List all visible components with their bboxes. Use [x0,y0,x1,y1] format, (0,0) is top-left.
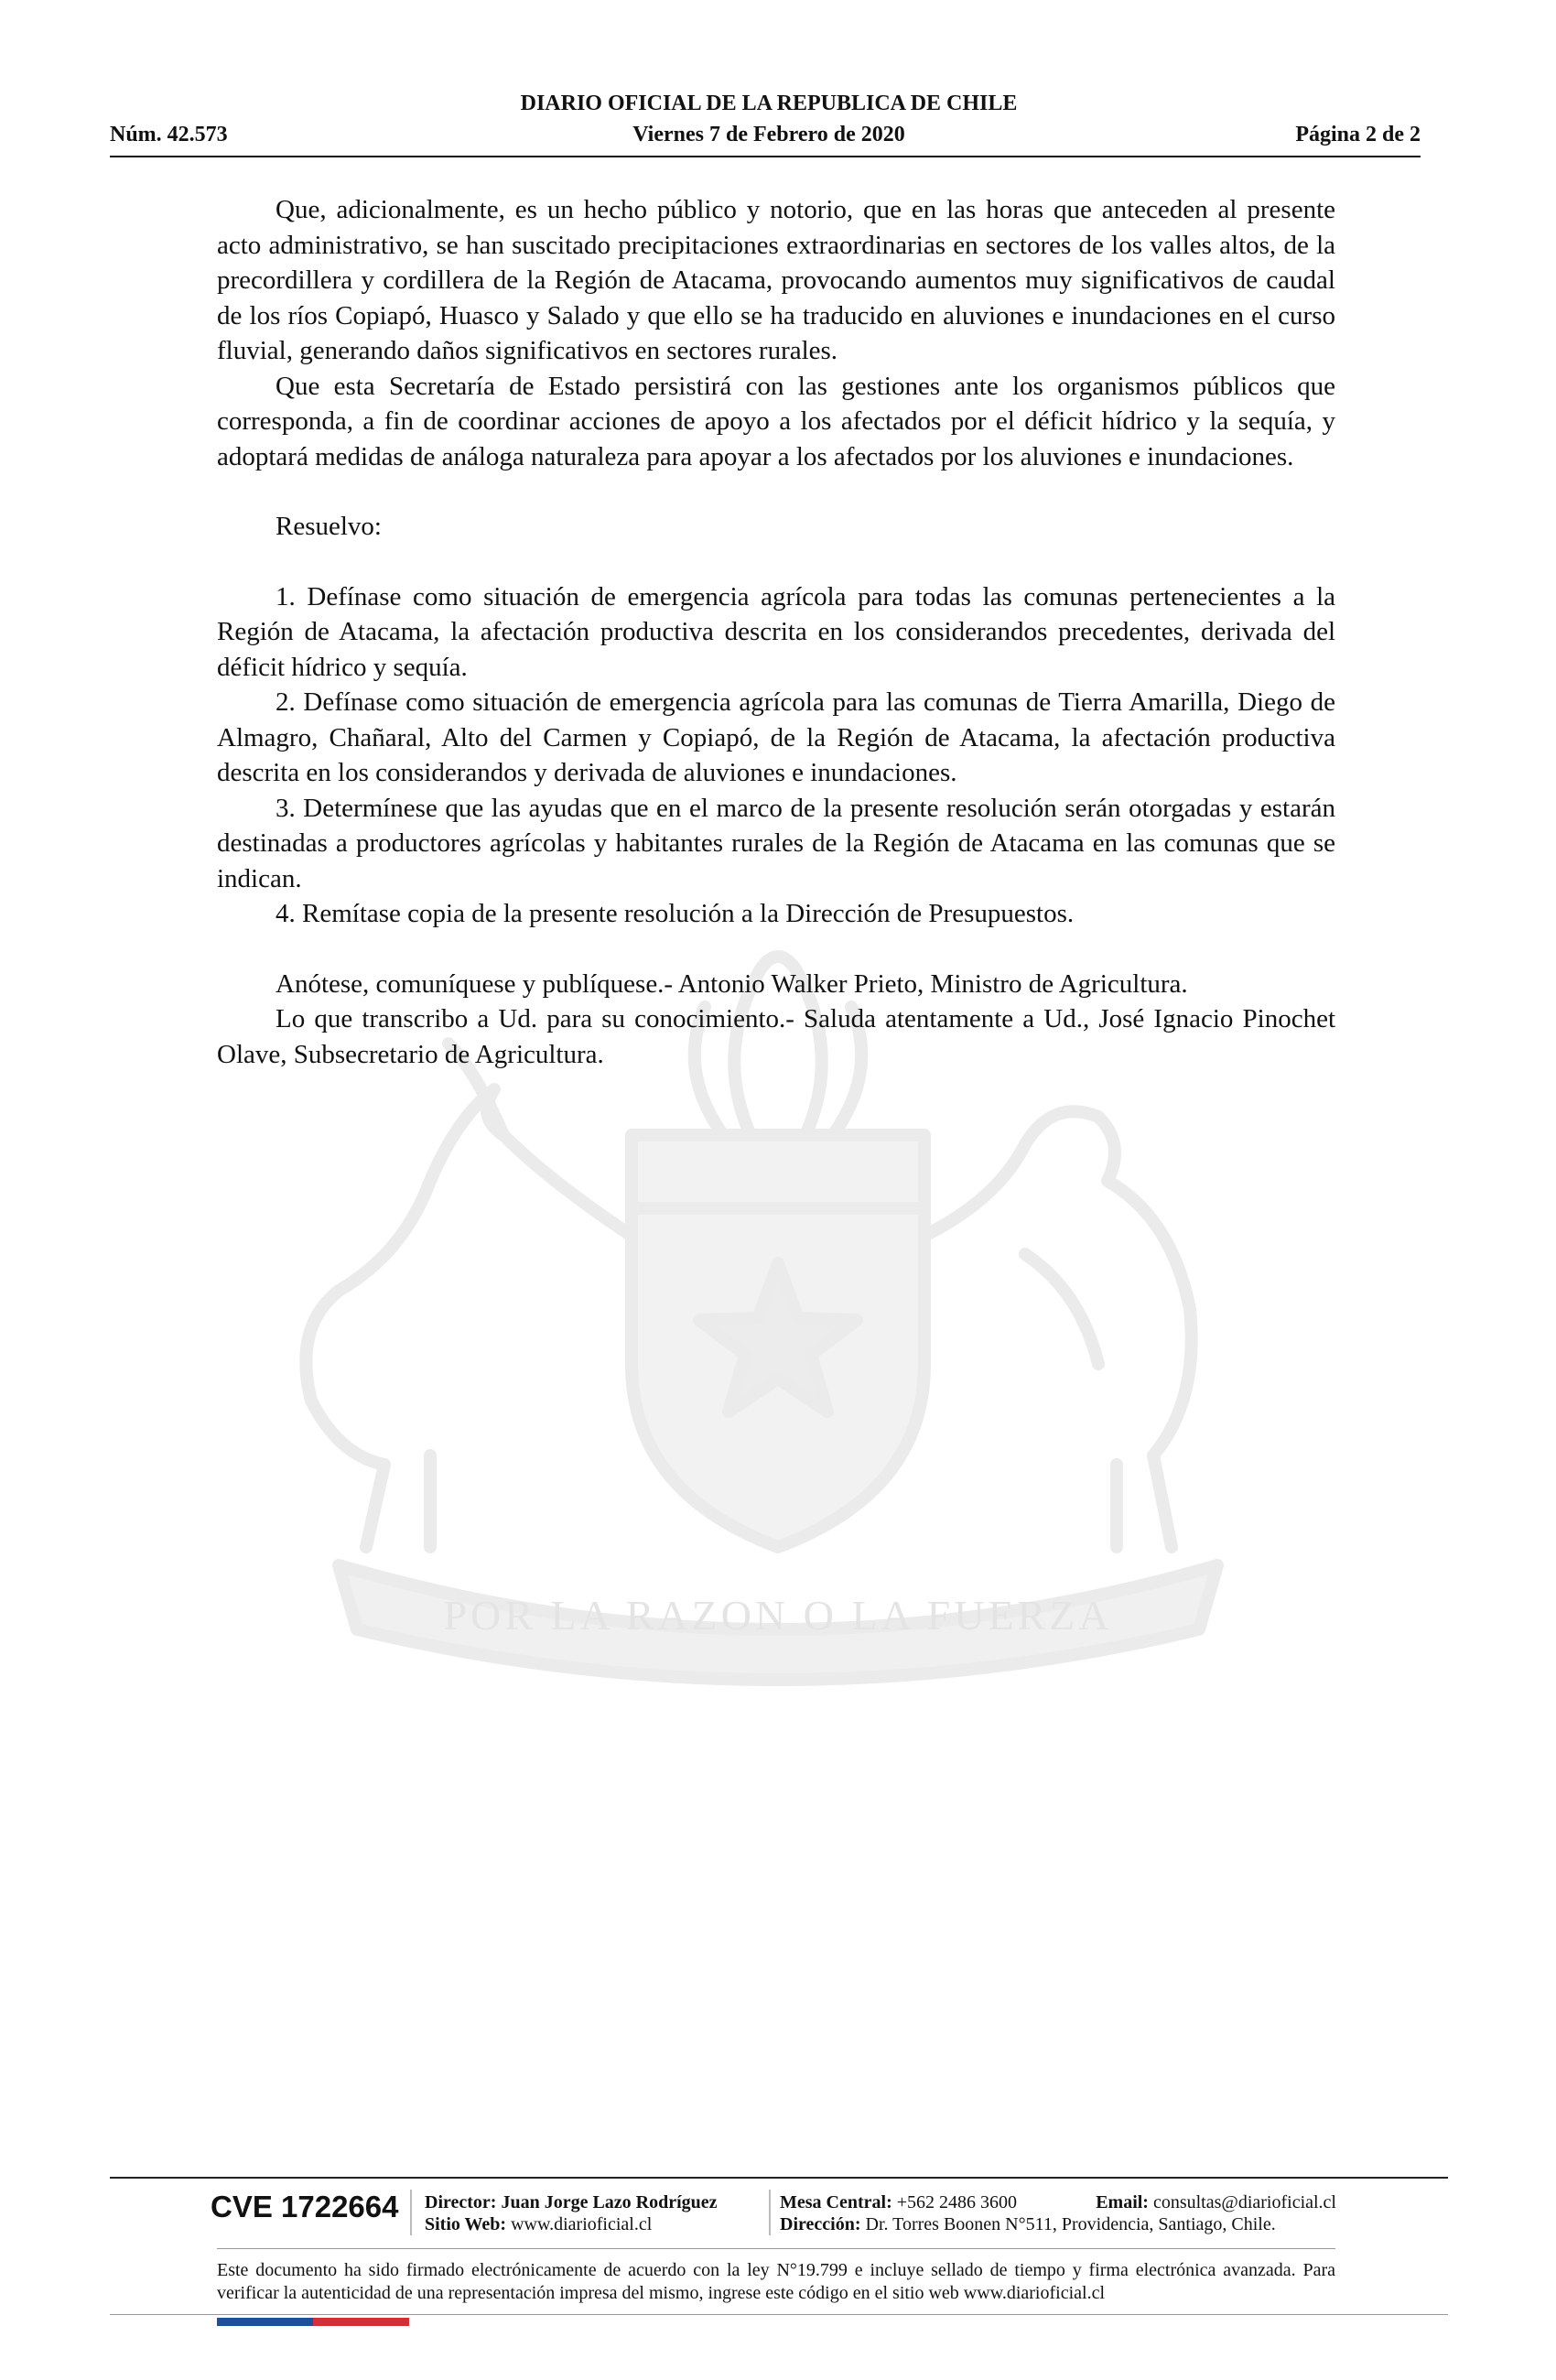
issue-date: Viernes 7 de Febrero de 2020 [632,123,905,146]
email-link[interactable]: consultas@diarioficial.cl [1152,2192,1336,2212]
resolution-body [217,192,1335,1072]
footer-separator [769,2190,771,2235]
body-paragraph: Que, adicionalmente, es un hecho público y notorio, que en las horas que anteceden al presente acto administrativo, se han suscitado precipitaciones extraordinarias en sectores de los valles altos, de la precordillera y cordillera de la Región de Atacama, provocando aumentos muy significativos de caudal de los ríos Copiapó, Huasco y Salado y que ello se ha traducido en aluviones e inundaciones en el curso fluvial, generando daños significativos en sectores rurales. [217,195,1335,365]
electronic-signature-note: Este documento ha sido firmado electrónicamente de acuerdo con la ley N°19.799 e incluye sellado de tiempo y firma electrónica avanzada. Para verificar la autenticidad de una representación impresa del mismo, ingrese este código en el sitio web www.diarioficial.cl [217,2260,1335,2303]
footer-divider-mid [217,2248,1335,2249]
footer-contact-block [780,2191,1336,2235]
footer-divider-top [110,2177,1448,2179]
signature-paragraph: Anótese, comuníquese y publíquese.- Antonio Walker Prieto, Ministro de Agricultura. [276,968,1188,999]
body-paragraph: Que esta Secretaría de Estado persistirá con las gestiones ante los organismos públicos que corresponda, a fin de coordinar acciones de apoyo a los afectados por el déficit hídrico y la sequía, y adoptará medidas de análoga naturaleza para apoyar a los afectados por los aluviones e inundaciones. [217,371,1335,471]
resolution-item: 4. Remítase copia de la presente resolución a la Dirección de Presupuestos. [276,899,1075,928]
chile-flag-stripe [217,2318,409,2326]
resolution-item: 2. Defínase como situación de emergencia agrícola para las comunas de Tierra Amarilla, Diego de Almagro, Chañaral, Alto del Carmen y Copiapó, de la Región de Atacama, la afectación productiva descrita en los considerandos y derivada de aluviones e inundaciones. [217,687,1335,787]
footer-director-block [425,2191,718,2235]
page-number: Página 2 de 2 [1295,123,1421,146]
watermark-motto: POR LA RAZON O LA FUERZA [443,1592,1113,1639]
phone-value: +562 2486 3600 [896,2192,1018,2212]
cve-code: CVE 1722664 [211,2190,399,2223]
website-link[interactable]: www.diarioficial.cl [511,2214,653,2234]
address-value: Dr. Torres Boonen N°511, Providencia, Santiago, Chile. [865,2214,1276,2234]
footer-separator [410,2190,412,2235]
director-label: Director: [425,2192,497,2212]
phone-label: Mesa Central: [780,2192,892,2212]
flag-blue-segment [217,2318,313,2326]
header-divider [110,156,1421,157]
issue-number: Núm. 42.573 [110,123,228,146]
resolution-item: 1. Defínase como situación de emergencia agrícola para todas las comunas pertenecientes a la Región de Atacama, la afectación productiva descrita en los considerandos precedentes, derivada del déficit hídrico y sequía. [217,581,1335,682]
footer-divider-bottom [110,2314,1448,2315]
flag-red-segment [313,2318,409,2326]
newspaper-title: DIARIO OFICIAL DE LA REPUBLICA DE CHILE [520,92,1018,115]
signature-paragraph: Lo que transcribo a Ud. para su conocimiento.- Saluda atentamente a Ud., José Ignacio Pinochet Olave, Subsecretario de Agricultura. [217,1004,1335,1069]
resolution-heading: Resuelvo: [276,512,382,541]
resolution-item: 3. Determínese que las ayudas que en el marco de la presente resolución serán otorgadas y estarán destinadas a productores agrícolas y habitantes rurales de la Región de Atacama en las comunas que se indican. [217,793,1335,893]
director-name: Juan Jorge Lazo Rodríguez [501,2192,718,2212]
address-label: Dirección: [780,2214,861,2234]
email-label: Email: [1096,2192,1149,2212]
website-label: Sitio Web: [425,2214,507,2234]
